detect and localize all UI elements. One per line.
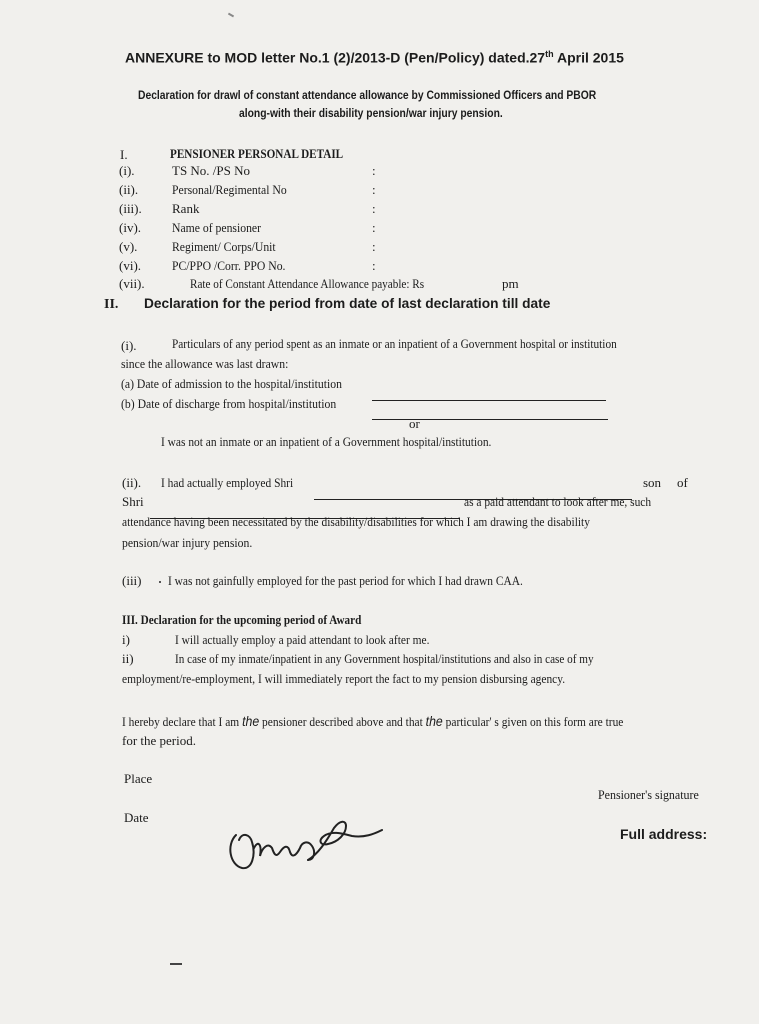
- field-label-rank: Rank: [172, 201, 200, 216]
- item-num: (iii).: [119, 201, 142, 216]
- field-colon: :: [372, 220, 376, 235]
- employ-attendant-text: I will actually employ a paid attendant to look after me.: [175, 632, 430, 647]
- son-word: son: [643, 475, 662, 490]
- handwritten-signature: [222, 800, 397, 880]
- field-colon: :: [372, 239, 376, 254]
- not-inmate-statement: I was not an inmate or an inpatient of a Government hospital/institution.: [161, 434, 492, 449]
- discharge-date-label: (b) Date of discharge from hospital/institution: [121, 396, 337, 411]
- of-word: of: [677, 475, 688, 490]
- field-label-caa-rate: Rate of Constant Attendance Allowance payable: Rs: [190, 276, 425, 291]
- section3-heading: III. Declaration for the upcoming period of Award: [122, 612, 362, 627]
- inmate-particulars-line2: since the allowance was last drawn:: [121, 356, 289, 371]
- item-num: ii): [122, 651, 134, 666]
- field-label-personal-no: Personal/Regimental No: [172, 182, 287, 197]
- inmate-particulars-line1: Particulars of any period spent as an inmate or an inpatient of a Government hospital or institution: [172, 336, 617, 351]
- section1-numeral: I.: [120, 147, 128, 162]
- field-label-regiment: Regiment/ Corps/Unit: [172, 239, 276, 254]
- or-separator: or: [409, 416, 420, 431]
- place-label: Place: [124, 771, 153, 786]
- full-address-label: Full address:: [620, 826, 708, 842]
- declaration-line1: I hereby declare that I am the pensioner described above and that the particular' s given on this form are true: [122, 713, 624, 729]
- item-num: (vii).: [119, 276, 145, 291]
- item-num: (vi).: [119, 258, 142, 273]
- attendant-employed-lead: I had actually employed Shri: [161, 475, 294, 490]
- date-label: Date: [124, 810, 149, 825]
- declaration-line2: for the period.: [122, 733, 197, 748]
- section2-numeral: II.: [104, 297, 119, 312]
- item-num: (v).: [119, 239, 138, 254]
- field-colon: :: [372, 163, 376, 178]
- scan-mark: [170, 963, 182, 965]
- admission-date-blank: [372, 388, 606, 406]
- admission-date-label: (a) Date of admission to the hospital/institution: [121, 376, 342, 391]
- form-title-line1: Declaration for drawl of constant attendance allowance by Commissioned Officers and PBOR: [138, 88, 597, 102]
- para-num: (i).: [121, 338, 137, 353]
- field-colon: :: [372, 258, 376, 273]
- paid-attendant-text: as a paid attendant to look after me, such: [464, 494, 652, 509]
- per-month-suffix: pm: [502, 276, 519, 291]
- not-gainfully-employed-text: I was not gainfully employed for the past period for which I had drawn CAA.: [168, 573, 523, 588]
- field-label-ts-no: TS No. /PS No: [172, 163, 251, 178]
- signature-label: Pensioner's signature: [598, 787, 699, 802]
- item-num: i): [122, 632, 130, 647]
- item-num: (i).: [119, 163, 135, 178]
- form-title-line2: along-with their disability pension/war injury pension.: [239, 106, 503, 120]
- scan-mark: [228, 13, 234, 18]
- attendance-necessity-line2: pension/war injury pension.: [122, 535, 253, 550]
- report-fact-line1: In case of my inmate/inpatient in any Government hospital/institutions and also in case of my: [175, 651, 594, 666]
- field-label-ppo-no: PC/PPO /Corr. PPO No.: [172, 258, 286, 273]
- item-num: (ii).: [119, 182, 139, 197]
- annexure-heading: ANNEXURE to MOD letter No.1 (2)/2013-D (Pen/Policy) dated.27th April 2015: [125, 49, 624, 66]
- field-colon: :: [372, 182, 376, 197]
- attendance-necessity-line: attendance having been necessitated by the disability/disabilities for which I am drawing the disability: [122, 514, 590, 529]
- scan-mark: [159, 581, 161, 583]
- field-colon: :: [372, 201, 376, 216]
- discharge-date-blank: [372, 407, 608, 425]
- shri-word: Shri: [122, 494, 144, 509]
- section1-heading: PENSIONER PERSONAL DETAIL: [170, 146, 344, 161]
- para-num: (iii): [122, 573, 142, 588]
- report-fact-line2: employment/re-employment, I will immediately report the fact to my pension disbursing agency.: [122, 671, 566, 686]
- section2-heading: Declaration for the period from date of last declaration till date: [144, 295, 551, 311]
- para-num: (ii).: [122, 475, 142, 490]
- item-num: (iv).: [119, 220, 142, 235]
- field-label-name: Name of pensioner: [172, 220, 262, 235]
